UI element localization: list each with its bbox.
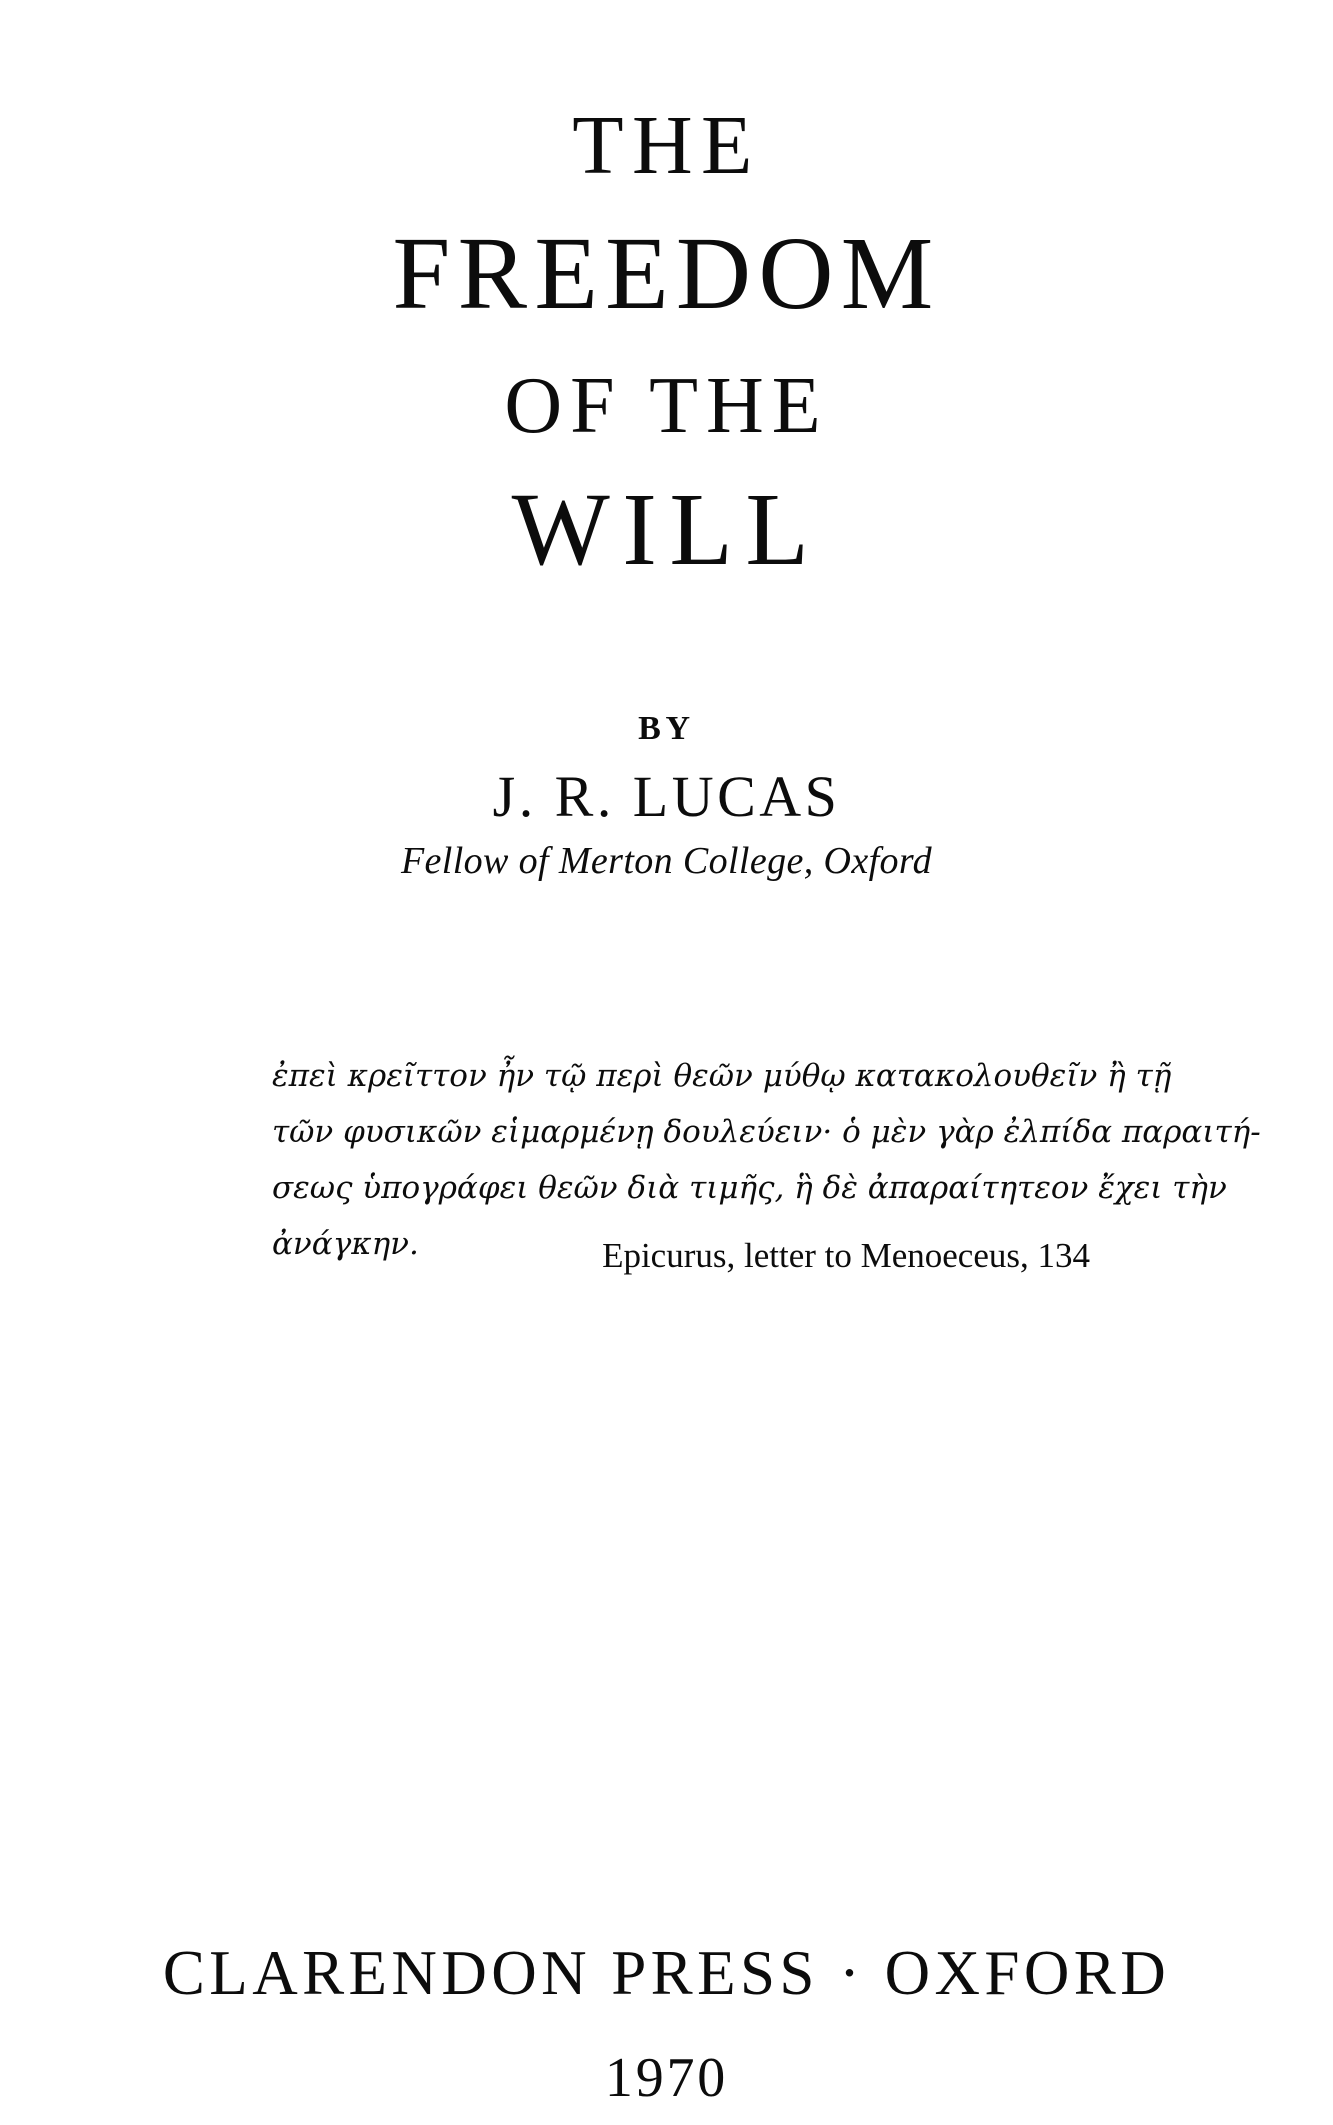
book-title-line-4: WILL	[511, 472, 822, 587]
greek-epigraph-line-1: ἐπεὶ κρεῖττον ἦν τῷ περὶ θεῶν μύθῳ κατακολουθεῖν ἢ τῇ	[272, 1058, 1172, 1094]
book-title-line-1: THE	[572, 99, 761, 192]
author-name: J. R. LUCAS	[492, 764, 841, 829]
by-label: BY	[638, 710, 695, 747]
book-title-line-3: OF THE	[504, 362, 829, 450]
greek-epigraph-line-2: τῶν φυσικῶν εἱμαρμένῃ δουλεύειν· ὁ μὲν γὰρ ἐλπίδα παραιτή-	[272, 1114, 1261, 1150]
publisher-imprint: CLARENDON PRESS · OXFORD	[162, 1938, 1171, 2008]
greek-epigraph-line-4: ἀνάγκην.	[272, 1226, 419, 1262]
author-affiliation: Fellow of Merton College, Oxford	[400, 840, 933, 882]
epigraph-attribution: Epicurus, letter to Menoeceus, 134	[602, 1236, 1090, 1275]
book-title-line-2: FREEDOM	[392, 216, 941, 331]
greek-epigraph-line-3: σεως ὑπογράφει θεῶν διὰ τιμῆς, ἣ δὲ ἀπαραίτητεον ἔχει τὴν	[272, 1170, 1227, 1206]
publication-year: 1970	[604, 2047, 729, 2109]
